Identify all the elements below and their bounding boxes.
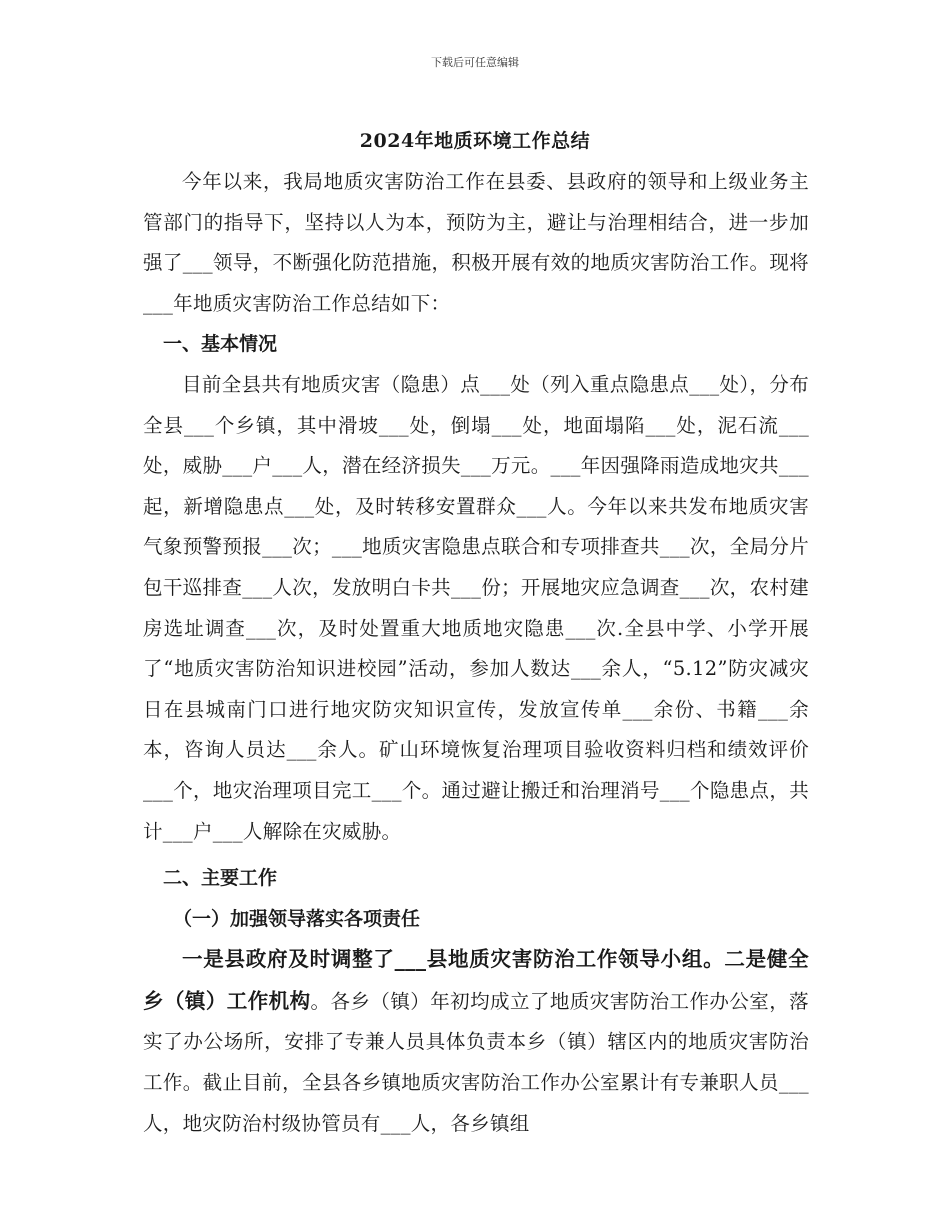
section-heading-basic-situation: 一、基本情况 (163, 333, 278, 356)
subsection-heading-leadership: （一）加强领导落实各项责任 (173, 907, 421, 930)
section-heading-main-work: 二、主要工作 (163, 867, 278, 890)
leadership-lead-text: 一是县政府及时调整了___县地质灾害防治工作领导小组。二是健全乡（镇）工作机构 (143, 947, 809, 1013)
document-body (143, 162, 809, 1144)
leadership-body-text: 。各乡（镇）年初均成立了地质灾害防治工作办公室，落实了办公场所，安排了专兼人员具体负责本乡（镇）辖区内的地质灾害防治工作。截止目前，全县各乡镇地质灾害防治工作办公室累计有专兼职人员___人，地灾防治村级协管员有___人，各乡镇组 (143, 989, 809, 1135)
document-title: 2024年地质环境工作总结 (359, 130, 591, 152)
intro-paragraph: 今年以来，我局地质灾害防治工作在县委、县政府的领导和上级业务主管部门的指导下，坚持以人为本，预防为主，避让与治理相结合，进一步加强了___领导，不断强化防范措施，积极开展有效的地质灾害防治工作。现将___年地质灾害防治工作总结如下： (143, 170, 809, 315)
leadership-paragraph (143, 939, 809, 1144)
basic-situation-paragraph: 目前全县共有地质灾害（隐患）点___处（列入重点隐患点___处），分布全县___个乡镇，其中滑坡___处，倒塌___处，地面塌陷___处，泥石流___处，威胁___户___人，潜在经济损失___万元。___年因强降雨造成地灾共___起，新增隐患点___处，及时转移安置群众___人。今年以来共发布地质灾害气象预警预报___次；___地质灾害隐患点联合和专项排查共___次，全局分片包干巡排查___人次，发放明白卡共___份；开展地灾应急调查___次，农村建房选址调查___次，及时处置重大地质地灾隐患___次.全县中学、小学开展了“地质灾害防治知识进校园”活动，参加人数达___余人，“5.12”防灾减灾日在县城南门口进行地灾防灾知识宣传，发放宣传单___余份、书籍___余本，咨询人员达___余人。矿山环境恢复治理项目验收资料归档和绩效评价___个，地灾治理项目完工___个。通过避让搬迁和治理消号___个隐患点，共计___户___人解除在灾威胁。 (143, 372, 809, 843)
page-header: 下载后可任意编辑 (431, 56, 519, 69)
